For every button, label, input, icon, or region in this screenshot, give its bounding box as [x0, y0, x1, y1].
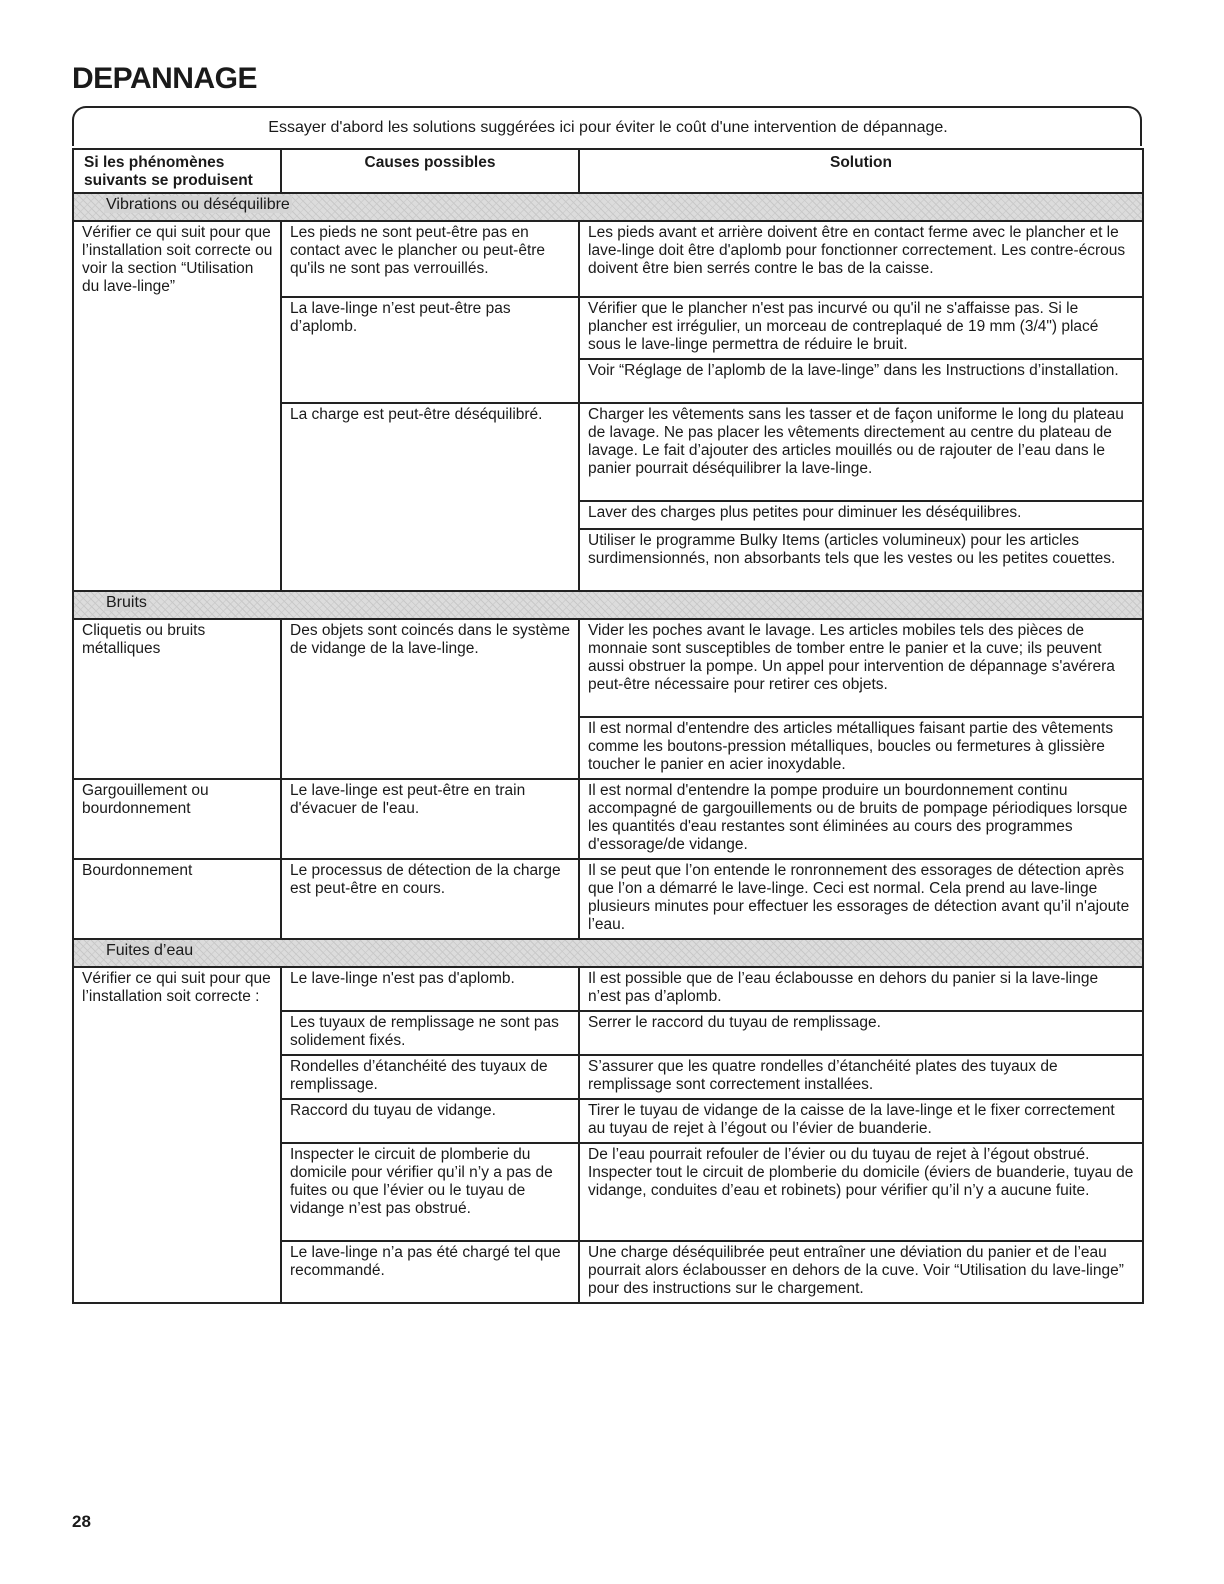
solution-cell: Vérifier que le plancher n'est pas incurvé ou qu'il ne s'affaisse pas. Si le plancher est irrégulier, un morceau de contreplaqué de 19 mm (3/4") placé sous le lave-linge permettra de réduire le bruit.: [579, 297, 1143, 359]
cause-cell: Le lave-linge n'est pas d'aplomb.: [281, 967, 579, 1011]
table-row: [73, 967, 1143, 1011]
solution-cell: De l’eau pourrait refouler de l’évier ou du tuyau de rejet à l’égout obstrué. Inspecter tout le circuit de plomberie du domicile (éviers de buanderie, tuyau de vidange, conduites d’eau et robinets) pour vérifier qu’il n’y a aucune fuite.: [579, 1143, 1143, 1241]
solution-cell: Il est normal d'entendre la pompe produire un bourdonnement continu accompagné de gargouillements ou de bruits de pompage périodiques lorsque les quantités d'eau restantes sont éliminées au cours des programmes d'essorage/de vidange.: [579, 779, 1143, 859]
cause-cell: La lave-linge n’est peut-être pas d’aplomb.: [281, 297, 579, 403]
solution-cell: Utiliser le programme Bulky Items (articles volumineux) pour les articles surdimensionnés, non absorbants tels que les vestes ou les petites couettes.: [579, 529, 1143, 591]
solution-cell: Il est normal d'entendre des articles métalliques faisant partie des vêtements comme les boutons-pression métalliques, boucles ou fermetures à glissière toucher le panier en acier inoxydable.: [579, 717, 1143, 779]
section-title: Fuites d’eau: [106, 942, 194, 959]
symptom-cell: Vérifier ce qui suit pour que l’installation soit correcte :: [73, 967, 281, 1303]
symptom-cell: Vérifier ce qui suit pour que l’installation soit correcte ou voir la section “Utilisation du lave-linge”: [73, 221, 281, 591]
symptom-cell: Cliquetis ou bruits métalliques: [73, 619, 281, 779]
table-row: [73, 859, 1143, 939]
cause-cell: Le processus de détection de la charge est peut-être en cours.: [281, 859, 579, 939]
cause-cell: Inspecter le circuit de plomberie du domicile pour vérifier qu’il n’y a pas de fuites ou que l’évier ou le tuyau de vidange n’est pas obstrué.: [281, 1143, 579, 1241]
solution-cell: Laver des charges plus petites pour diminuer les déséquilibres.: [579, 501, 1143, 529]
solution-cell: S’assurer que les quatre rondelles d’étanchéité plates des tuyaux de remplissage sont correctement installées.: [579, 1055, 1143, 1099]
cause-cell: Raccord du tuyau de vidange.: [281, 1099, 579, 1143]
cause-cell: Les tuyaux de remplissage ne sont pas solidement fixés.: [281, 1011, 579, 1055]
solution-cell: Vider les poches avant le lavage. Les articles mobiles tels des pièces de monnaie sont susceptibles de tomber entre le panier et la cuve; ils peuvent aussi obstruer la pompe. Un appel pour intervention de dépannage s'avérera peut-être nécessaire pour retirer ces objets.: [579, 619, 1143, 717]
solution-cell: Voir “Réglage de l’aplomb de la lave-linge” dans les Instructions d’installation.: [579, 359, 1143, 403]
solution-cell: Tirer le tuyau de vidange de la caisse de la lave-linge et le fixer correctement au tuyau de rejet à l’égout ou l’évier de buanderie.: [579, 1099, 1143, 1143]
cause-cell: La charge est peut-être déséquilibré.: [281, 403, 579, 591]
table-row: [73, 779, 1143, 859]
header-causes: Causes possibles: [281, 149, 579, 193]
solution-cell: Charger les vêtements sans les tasser et de façon uniforme le long du plateau de lavage. Ne pas placer les vêtements directement au centre du plateau de lavage. Le fait d’ajouter des articles mouillés ou de rajouter de l’eau dans le panier pourrait déséquilibrer la lave-linge.: [579, 403, 1143, 501]
table-row: [73, 221, 1143, 297]
section-bruits: [73, 591, 1143, 619]
page-title: DEPANNAGE: [72, 62, 257, 95]
cause-cell: Le lave-linge n’a pas été chargé tel que recommandé.: [281, 1241, 579, 1303]
page-number: 28: [72, 1512, 91, 1531]
table-row: [73, 619, 1143, 717]
section-title: Bruits: [106, 594, 147, 611]
section-title: Vibrations ou déséquilibre: [106, 196, 290, 213]
troubleshooting-table: [72, 148, 1144, 1304]
solution-cell: Il se peut que l’on entende le ronronnement des essorages de détection après que l’on a démarré le lave-linge. Ceci est normal. Cela prend au lave-linge plusieurs minutes pour effectuer les essorages de détection avant qu’il n'ajoute l’eau.: [579, 859, 1143, 939]
solution-cell: Une charge déséquilibrée peut entraîner une déviation du panier et de l’eau pourrait alors éclabousser en dehors de la cuve. Voir “Utilisation du lave-linge” pour des instructions sur le chargement.: [579, 1241, 1143, 1303]
cause-cell: Des objets sont coincés dans le système de vidange de la lave-linge.: [281, 619, 579, 779]
cause-cell: Rondelles d’étanchéité des tuyaux de remplissage.: [281, 1055, 579, 1099]
header-solution: Solution: [579, 149, 1143, 193]
symptom-cell: Bourdonnement: [73, 859, 281, 939]
solution-cell: Les pieds avant et arrière doivent être en contact ferme avec le plancher et le lave-linge doit être d'aplomb pour fonctionner correctement. Les contre-écrous doivent être bien serrés contre le bas de la caisse.: [579, 221, 1143, 297]
intro-text: Essayer d'abord les solutions suggérées ici pour éviter le coût d'une intervention de dépannage.: [268, 119, 948, 136]
solution-cell: Serrer le raccord du tuyau de remplissage.: [579, 1011, 1143, 1055]
solution-cell: Il est possible que de l’eau éclabousse en dehors du panier si la lave-linge n’est pas d’aplomb.: [579, 967, 1143, 1011]
header-symptoms: Si les phénomènes suivants se produisent: [73, 149, 281, 193]
section-vibrations: [73, 193, 1143, 221]
symptom-cell: Gargouillement ou bourdonnement: [73, 779, 281, 859]
cause-cell: Le lave-linge est peut-être en train d'évacuer de l'eau.: [281, 779, 579, 859]
section-fuites: [73, 939, 1143, 967]
header-row: [73, 149, 1143, 193]
cause-cell: Les pieds ne sont peut-être pas en contact avec le plancher ou peut-être qu'ils ne sont pas verrouillés.: [281, 221, 579, 297]
